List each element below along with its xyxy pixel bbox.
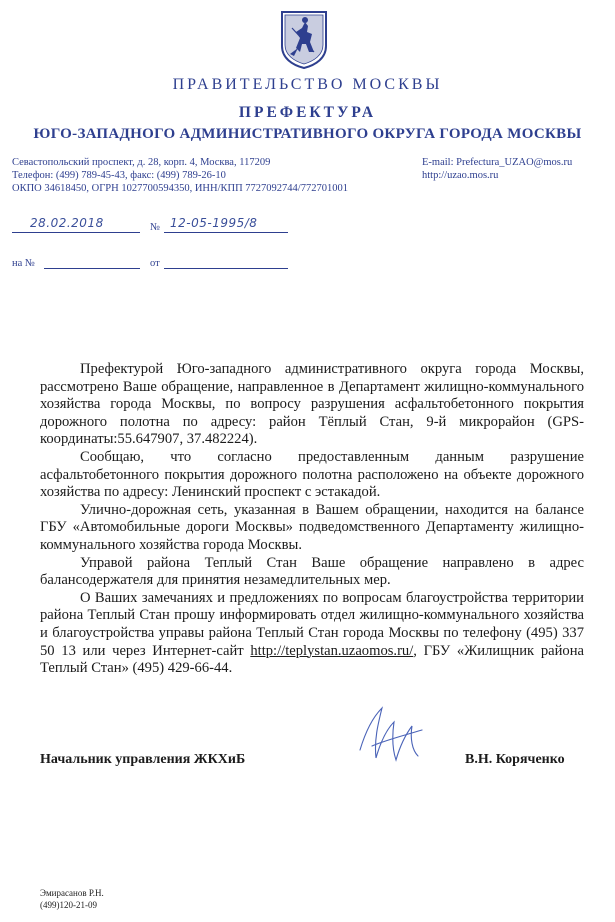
teplystan-site-link[interactable]: http://teplystan.uzaomos.ru/ [250,642,414,659]
contact-codes: ОКПО 34618450, ОГРН 1027700594350, ИНН/КПП 7727092744/772701001 [12,183,348,194]
executor-phone: (499)120-21-09 [40,900,97,910]
signatory-name: В.Н. Коряченко [465,752,565,767]
paragraph-1: Префектурой Юго-западного административного округа города Москвы, рассмотрено Ваше обращение, направленное в Департамент жилищно-коммунального хозяйства города Москвы, по вопросу разрушения асфальтобетонного покрытия дорожного полотна по адресу: район Тёплый Стан, 9-й микрорайон (GPS-координаты:55.647907, 37.482224). [40,361,584,448]
executor-name: Эмирасанов Р.Н. [40,888,104,898]
district-title: ЮГО-ЗАПАДНОГО АДМИНИСТРАТИВНОГО ОКРУГА ГОРОДА МОСКВЫ [33,126,582,142]
paragraph-4: Управой района Теплый Стан Ваше обращение направлено в адрес балансодержателя для принятия незамедлительных мер. [40,554,584,589]
number-label: № [150,222,161,233]
paragraph-3: Улично-дорожная сеть, указанная в Вашем обращении, находится на балансе ГБУ «Автомобильные дороги Москвы» подведомственного Департаменту жилищно-коммунального хозяйства города Москвы. [40,501,584,553]
paragraph-5-text: О Ваших замечаниях и предложениях по вопросам благоустройства территории района Теплый Стан прошу информировать отдел жилищно-коммунального хозяйства и благоустройства управы района Теплый Стан города Москвы по телефону (495) 337 50 13 или через Интернет-сайт [40,589,584,659]
letter-body [40,361,584,678]
contact-email: E-mail: Prefectura_UZAO@mos.ru [422,157,573,168]
date-line [12,232,140,233]
registration-date: 28.02.2018 [30,216,104,230]
prefecture-title: ПРЕФЕКТУРА [238,104,377,121]
registration-number: 12-05-1995/8 [170,216,258,230]
reply-number-line [44,268,140,269]
handwritten-signature-icon [352,700,442,770]
signatory-position: Начальник управления ЖКХиБ [40,752,246,767]
reply-from-line [164,268,288,269]
contact-phone: Телефон: (499) 789-45-43, факс: (499) 789-26-10 [12,170,226,181]
contact-site: http://uzao.mos.ru [422,170,499,181]
moscow-coat-of-arms-icon [274,8,334,70]
reply-number-label: на № [12,258,35,269]
paragraph-2: Сообщаю, что согласно предоставленным данным разрушение асфальтобетонного покрытия дорожного полотна расположено на объекте дорожного хозяйства по адресу: Ленинский проспект с эстакадой. [40,448,584,501]
number-line [164,232,288,233]
government-title: ПРАВИТЕЛЬСТВО МОСКВЫ [172,76,443,93]
paragraph-5 [40,590,584,678]
contact-address: Севастопольский проспект, д. 28, корп. 4, Москва, 117209 [12,157,271,168]
paragraph-5-end: , ГБУ «Жилищник района Теплый Стан» (495) 429-66-44. [40,642,584,677]
reply-from-label: от [150,258,160,269]
